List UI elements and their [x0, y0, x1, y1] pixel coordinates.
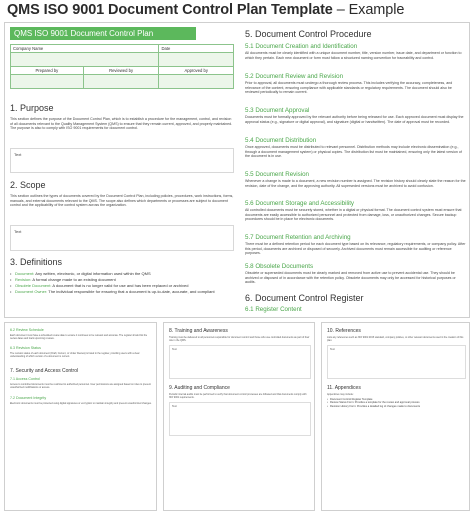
purpose-text-box[interactable]: Text: [10, 148, 234, 173]
date-field[interactable]: [159, 53, 234, 67]
prepared-by-field[interactable]: [11, 75, 84, 89]
list-item: • Document: Any written, electronic, or digital information used within the QMS: [10, 271, 234, 276]
appendices-text: Appendices may include:: [327, 393, 354, 396]
thumbnail-page-2: [163, 322, 315, 511]
section-5-5-heading: 5.5 Document Revision: [245, 171, 309, 178]
section-5-5-text: Whenever a change is made to a document, a new revision number is assigned. The revision history should clearly state the reason for the revision, date of the change, and the approving authority. All superseded versions must be archived to avoid confusion.: [245, 179, 466, 188]
appendices-heading: 11. Appendices: [327, 385, 361, 391]
section-5-6-heading: 5.6 Document Storage and Accessibility: [245, 200, 355, 207]
register-heading: 6. Document Control Register: [245, 293, 364, 303]
section-5-4-text: Once approved, documents must be distributed to relevant personnel. Distribution methods may include electronic dissemination (e.g., through a document management system) or physical copies. The distribution list must be maintained, ensuring only the latest version of the document is in use.: [245, 145, 462, 159]
references-heading: 10. References: [327, 328, 361, 334]
list-item: • Revision History Form: Provides a detailed log of changes made to documents: [327, 405, 466, 408]
training-text: Training must be delivered to all personnel responsible for document control and those who use controlled documents as part of their role in the QMS.: [169, 336, 310, 342]
list-item: • Revision: A formal change made to an existing document: [10, 277, 234, 282]
access-control-heading: 7.1 Access Control: [10, 377, 40, 381]
prepared-by-label: Prepared by: [11, 67, 84, 75]
section-5-2-text: Prior to approval, all documents must undergo a thorough review process. This includes verifying the accuracy, completeness, and relevance of the content, ensuring compliance with applicable standards or regulatory requirements. The document should also be reviewed periodically to remain current.: [245, 81, 453, 95]
review-schedule-heading: 6.2 Review Schedule: [10, 328, 44, 332]
thumbnail-page-3: [321, 322, 470, 511]
section-5-3-heading: 5.3 Document Approval: [245, 107, 310, 114]
section-5-8-heading: 5.8 Obsolete Documents: [245, 263, 314, 270]
purpose-text: This section defines the purpose of the Document Control Plan, which is to establish a procedure for the management, control, and revision of all documents relevant to the Quality Management System (QMS) to ensure that they remain current, approved, and properly maintained. The purpose is also to comply with ISO 9001 requirements for document control.: [10, 117, 233, 131]
register-sub-heading: 6.1 Register Content: [245, 306, 302, 313]
list-item: • Review Status Form: Provides a template for the review and approval process: [327, 401, 466, 404]
section-5-8-text: Obsolete or superseded documents must be clearly marked and removed from active use to prevent accidental use. They should be archived or disposed of in accordance with the retention policy. Obsolete documents may only be accessed for historical purposes or audits.: [245, 271, 456, 285]
scope-heading: 2. Scope: [10, 180, 46, 190]
section-5-1-heading: 5.1 Document Creation and Identification: [245, 43, 358, 50]
access-control-text: Access to controlled documents must be restricted to authorized personnel. User permissions are assigned based on roles to prevent unauthorized modifications or access.: [10, 383, 151, 389]
section-5-2-heading: 5.2 Document Review and Revision: [245, 73, 344, 80]
page-title: [7, 2, 469, 18]
auditing-heading: 9. Auditing and Compliance: [169, 385, 230, 391]
approved-by-field[interactable]: [159, 75, 234, 89]
company-name-field[interactable]: [11, 53, 159, 67]
definitions-heading: 3. Definitions: [10, 257, 63, 267]
info-table: [10, 44, 234, 89]
document-integrity-text: Electronic documents must be protected using digital signatures or encryption to maintain integrity and prevent unauthorized changes.: [10, 402, 152, 405]
list-item: • Obsolete Document: A document that is no longer valid for use and has been replaced or archived: [10, 283, 234, 288]
document-page: [4, 22, 470, 318]
appendices-list: [327, 398, 466, 408]
reviewed-by-field[interactable]: [83, 75, 159, 89]
references-text-box[interactable]: Text: [327, 345, 466, 379]
date-label: Date: [159, 45, 234, 53]
security-heading: 7. Security and Access Control: [10, 368, 79, 374]
document-integrity-heading: 7.2 Document Integrity: [10, 396, 47, 400]
procedure-heading: 5. Document Control Procedure: [245, 29, 372, 39]
auditing-text: Periodic internal audits must be performed to verify that document control processes are followed and that documents comply with ISO 9001 requirements.: [169, 393, 307, 399]
title-suffix: – Example: [332, 2, 405, 18]
definitions-list: [10, 271, 234, 295]
auditing-text-box[interactable]: Text: [169, 402, 311, 436]
references-text: Lists any references such as ISO 9001:2015 standard, company policies, or other relevant documents used in the creation of this plan.: [327, 336, 464, 342]
section-5-7-text: There must be a defined retention period for each document type based on its relevance, regulatory requirements, or company policy. After this period, documents are archived or disposed of securely. Archived documents must remain accessible for auditing or reference purposes.: [245, 242, 466, 256]
scope-text-box[interactable]: Text: [10, 225, 234, 251]
training-text-box[interactable]: Text: [169, 345, 311, 379]
training-heading: 8. Training and Awareness: [169, 328, 228, 334]
revision-status-heading: 6.3 Revision Status: [10, 346, 41, 350]
review-schedule-text: Each document must have a scheduled review date to ensure it continues to be relevant and accurate. The register should list the review dates and track upcoming reviews.: [10, 334, 148, 340]
purpose-heading: 1. Purpose: [10, 103, 54, 113]
section-5-7-heading: 5.7 Document Retention and Archiving: [245, 234, 351, 241]
title-main: QMS ISO 9001 Document Control Plan Template: [7, 2, 333, 18]
company-name-label: Company Name: [11, 45, 159, 53]
thumbnail-page-1: [4, 322, 157, 511]
section-5-4-heading: 5.4 Document Distribution: [245, 137, 317, 144]
scope-text: This section outlines the types of documents covered by the Document Control Plan, including policies, procedures, work instructions, forms, manuals, and external documents relevant to the QMS. The scope also defines which departments or processes are subject to document control and the applicability of the control system across the organization.: [10, 194, 234, 208]
reviewed-by-label: Reviewed by: [83, 67, 159, 75]
section-5-3-text: Documents must be formally approved by the relevant authority before being released for use. Each approved document must display the approval status (e.g., signature or digital approval), and signature (digital or handwritten). The date of approval must be recorded.: [245, 115, 464, 124]
list-item: • Document Control Register Template: [327, 398, 466, 401]
section-5-1-text: All documents must be clearly identified with a unique document number, title, version number, issue date, and department or function to which they pertain. Each new document or form must follow a structured naming convention for traceability and control.: [245, 51, 462, 60]
list-item: • Document Owner: The individual responsible for ensuring that a document is up-to-date, accurate, and compliant: [10, 289, 234, 294]
revision-status-text: The revision status of each document (Draft, Current, or Under Review) is listed in the register, providing users with a clear understanding of which version of a document is current.: [10, 352, 140, 358]
section-5-6-text: All controlled documents must be securely stored, whether in a digital or physical format. The document control system must ensure that documents are easily accessible to authorized personnel and protected from damage, loss, or unauthorized changes. Secure backup procedures should be in place for electronic documents.: [245, 208, 462, 222]
approved-by-label: Approved by: [159, 67, 234, 75]
document-banner: QMS ISO 9001 Document Control Plan: [10, 27, 196, 40]
